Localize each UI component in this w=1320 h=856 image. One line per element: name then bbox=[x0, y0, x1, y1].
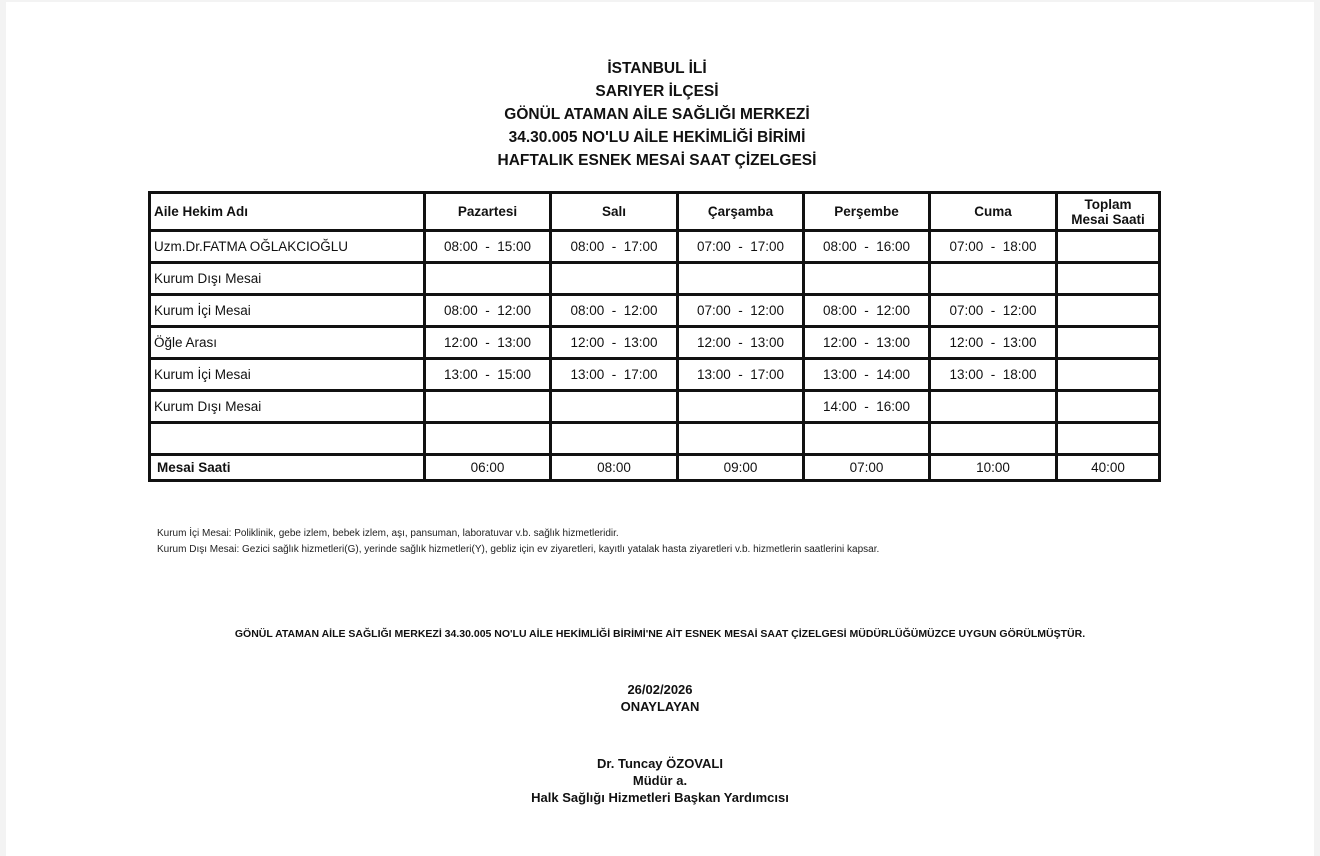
col-header-total-hours bbox=[1057, 193, 1160, 231]
col-header-doctor-name: Aile Hekim Adı bbox=[150, 193, 425, 231]
time-cell: 07:00 - 18:00 bbox=[930, 231, 1057, 263]
total-hours-cell bbox=[1057, 231, 1160, 263]
total-hours-cell bbox=[1057, 327, 1160, 359]
time-cell: 08:00 - 12:00 bbox=[551, 295, 678, 327]
time-cell bbox=[425, 263, 551, 295]
total-hours-cell bbox=[1057, 391, 1160, 423]
row-label: Kurum İçi Mesai bbox=[150, 295, 425, 327]
time-cell: 09:00 bbox=[678, 455, 804, 481]
row-label: Kurum Dışı Mesai bbox=[150, 263, 425, 295]
time-cell bbox=[551, 391, 678, 423]
total-row-label: Mesai Saati bbox=[150, 455, 425, 481]
table-row bbox=[150, 423, 1160, 455]
row-label: Öğle Arası bbox=[150, 327, 425, 359]
document-title: HAFTALIK ESNEK MESAİ SAAT ÇİZELGESİ bbox=[497, 152, 817, 169]
footnotes bbox=[157, 526, 879, 557]
time-cell bbox=[425, 391, 551, 423]
signature-block bbox=[0, 681, 1320, 806]
table-row bbox=[150, 231, 1160, 263]
table-row bbox=[150, 295, 1160, 327]
time-cell: 12:00 - 13:00 bbox=[425, 327, 551, 359]
time-cell: 13:00 - 14:00 bbox=[804, 359, 930, 391]
total-header-line2: Mesai Saati bbox=[1071, 211, 1145, 227]
table-row bbox=[150, 359, 1160, 391]
time-cell: 12:00 - 13:00 bbox=[804, 327, 930, 359]
header-district: SARIYER İLÇESİ bbox=[595, 83, 719, 100]
row-label bbox=[150, 423, 425, 455]
signatory-title: Halk Sağlığı Hizmetleri Başkan Yardımcısı bbox=[531, 790, 789, 805]
footnote-external-hours: Kurum Dışı Mesai: Gezici sağlık hizmetleri(G), yerinde sağlık hizmetleri(Y), gebliz için ev ziyaretleri, kayıtlı yatalak hasta ziyaretleri v.b. hizmetlerin saatlerini kapsar. bbox=[157, 543, 880, 555]
time-cell: 08:00 - 17:00 bbox=[551, 231, 678, 263]
approved-by-label: ONAYLAYAN bbox=[620, 699, 700, 714]
time-cell: 06:00 bbox=[425, 455, 551, 481]
time-cell: 14:00 - 16:00 bbox=[804, 391, 930, 423]
time-cell: 13:00 - 17:00 bbox=[678, 359, 804, 391]
header-health-center: GÖNÜL ATAMAN AİLE SAĞLIĞI MERKEZİ bbox=[504, 106, 810, 123]
signatory-name: Dr. Tuncay ÖZOVALI bbox=[597, 756, 723, 771]
time-cell: 07:00 bbox=[804, 455, 930, 481]
total-header-line1: Toplam bbox=[1084, 196, 1132, 212]
time-cell bbox=[930, 391, 1057, 423]
time-cell bbox=[678, 263, 804, 295]
time-cell bbox=[804, 263, 930, 295]
time-cell bbox=[930, 423, 1057, 455]
footnote-internal-hours: Kurum İçi Mesai: Poliklinik, gebe izlem, bebek izlem, aşı, pansuman, laboratuvar v.b. sağlık hizmetleridir. bbox=[157, 528, 619, 539]
time-cell bbox=[425, 423, 551, 455]
table-row bbox=[150, 391, 1160, 423]
approval-date: 26/02/2026 bbox=[627, 682, 693, 697]
time-cell: 13:00 - 18:00 bbox=[930, 359, 1057, 391]
time-cell: 08:00 - 15:00 bbox=[425, 231, 551, 263]
time-cell bbox=[930, 263, 1057, 295]
row-label: Kurum İçi Mesai bbox=[150, 359, 425, 391]
header-province: İSTANBUL İLİ bbox=[607, 60, 707, 77]
col-header-wednesday: Çarşamba bbox=[678, 193, 804, 231]
total-hours-cell: 40:00 bbox=[1057, 455, 1160, 481]
time-cell bbox=[678, 423, 804, 455]
table-header-row bbox=[150, 193, 1160, 231]
time-cell: 07:00 - 12:00 bbox=[930, 295, 1057, 327]
time-cell: 12:00 - 13:00 bbox=[678, 327, 804, 359]
document-header bbox=[0, 57, 1320, 172]
total-hours-cell bbox=[1057, 359, 1160, 391]
row-label: Kurum Dışı Mesai bbox=[150, 391, 425, 423]
total-hours-cell bbox=[1057, 263, 1160, 295]
total-hours-cell bbox=[1057, 423, 1160, 455]
time-cell: 13:00 - 15:00 bbox=[425, 359, 551, 391]
col-header-thursday: Perşembe bbox=[804, 193, 930, 231]
time-cell bbox=[804, 423, 930, 455]
schedule-table bbox=[148, 191, 1161, 482]
time-cell bbox=[551, 263, 678, 295]
time-cell: 07:00 - 12:00 bbox=[678, 295, 804, 327]
approval-statement: GÖNÜL ATAMAN AİLE SAĞLIĞI MERKEZİ 34.30.005 NO'LU AİLE HEKİMLİĞİ BİRİMİ'NE AİT ESNEK MESAİ SAAT ÇİZELGESİ MÜDÜRLÜĞÜMÜZCE UYGUN GÖRÜLMÜŞTÜR. bbox=[234, 628, 1086, 640]
row-label: Uzm.Dr.FATMA OĞLAKCIOĞLU bbox=[150, 231, 425, 263]
time-cell: 08:00 - 12:00 bbox=[804, 295, 930, 327]
col-header-tuesday: Salı bbox=[551, 193, 678, 231]
time-cell: 12:00 - 13:00 bbox=[551, 327, 678, 359]
table-row bbox=[150, 263, 1160, 295]
table-row bbox=[150, 327, 1160, 359]
time-cell: 07:00 - 17:00 bbox=[678, 231, 804, 263]
total-hours-cell bbox=[1057, 295, 1160, 327]
col-header-friday: Cuma bbox=[930, 193, 1057, 231]
time-cell: 10:00 bbox=[930, 455, 1057, 481]
col-header-monday: Pazartesi bbox=[425, 193, 551, 231]
time-cell: 08:00 bbox=[551, 455, 678, 481]
time-cell: 08:00 - 16:00 bbox=[804, 231, 930, 263]
time-cell: 12:00 - 13:00 bbox=[930, 327, 1057, 359]
time-cell: 13:00 - 17:00 bbox=[551, 359, 678, 391]
time-cell: 08:00 - 12:00 bbox=[425, 295, 551, 327]
time-cell bbox=[551, 423, 678, 455]
signatory-role: Müdür a. bbox=[632, 773, 688, 788]
total-row bbox=[150, 455, 1160, 481]
time-cell bbox=[678, 391, 804, 423]
header-unit: 34.30.005 NO'LU AİLE HEKİMLİĞİ BİRİMİ bbox=[508, 129, 806, 146]
